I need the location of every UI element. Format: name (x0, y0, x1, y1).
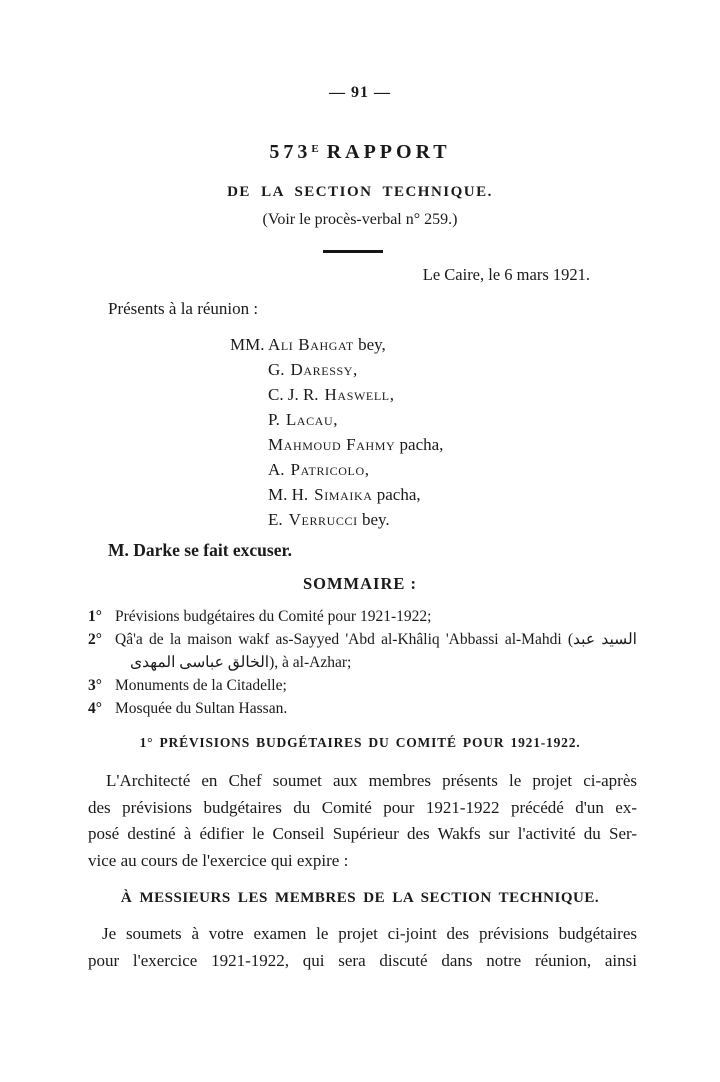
address-heading: À MESSIEURS LES MEMBRES DE LA SECTION TECHNIQUE. (120, 890, 600, 906)
sommaire-item-number: 2° (88, 631, 102, 648)
paragraph-line: posé destiné à édifier le Conseil Supérieur des Wakfs sur l'activité du Ser- (88, 824, 637, 843)
paragraph-line: L'Architecté en Chef soumet aux membres présents le projet ci-après (106, 771, 637, 790)
presents-label: Présents à la réunion : (108, 299, 259, 318)
attendee-leader: MM. (230, 335, 265, 354)
attendees-list (230, 332, 443, 532)
paragraph-line: des prévisions budgétaires du Comité pour 1921-1922 précédé d'un ex- (88, 797, 637, 817)
attendee-line (230, 357, 443, 382)
attendee-initials: P. (268, 410, 280, 429)
attendee-initials: A. (268, 460, 285, 479)
attendee-name: Mahmoud Fahmy (268, 435, 396, 454)
attendee-name: Verrucci (288, 510, 358, 529)
sommaire-item-text: Monuments de la Citadelle; (115, 677, 287, 694)
attendee-name: Lacau (285, 410, 334, 429)
sommaire-item-line (88, 628, 637, 651)
attendee-line (230, 457, 443, 482)
attendee-suffix: , (353, 360, 358, 379)
sommaire-item-line (88, 697, 637, 720)
report-number: 573 (269, 141, 312, 163)
attendee-line (230, 407, 443, 432)
attendee-suffix: pacha, (372, 485, 421, 504)
dateline: Le Caire, le 6 mars 1921. (422, 265, 590, 284)
sommaire-list (88, 605, 637, 720)
attendee-suffix: bey. (357, 510, 390, 529)
attendee-line (230, 507, 443, 532)
paragraph-address-body (88, 921, 637, 974)
separator-rule (323, 250, 383, 253)
paragraph-line: vice au cours de l'exercice qui expire : (88, 850, 349, 870)
sommaire-item-line (88, 651, 637, 674)
paragraph-line: Je soumets à votre examen le projet ci-joint des prévisions budgétaires (102, 924, 637, 943)
paragraph-line: pour l'exercice 1921-1922, qui sera discuté dans notre réunion, ainsi (88, 950, 637, 970)
sommaire-item-number: 1° (88, 608, 102, 625)
attendee-initials: C. J. R. (268, 385, 319, 404)
attendee-name: Patricolo (290, 460, 365, 479)
attendee-line (230, 332, 443, 357)
excused-note: M. Darke se fait excuser. (108, 540, 293, 560)
proces-verbal-reference: (Voir le procès-verbal n° 259.) (262, 211, 458, 228)
sommaire-item-line (88, 674, 637, 697)
attendee-name: Daressy (290, 360, 354, 379)
sommaire-item-line (88, 605, 637, 628)
attendee-initials: M. H. (268, 485, 309, 504)
sommaire-item-number: 4° (88, 700, 102, 717)
attendee-suffix: pacha, (395, 435, 444, 454)
attendee-name: Haswell (324, 385, 390, 404)
section-1-heading: 1° PRÉVISIONS BUDGÉTAIRES DU COMITÉ POUR 1921-1922. (139, 735, 581, 750)
attendee-name: Ali Bahgat (268, 335, 354, 354)
sommaire-item-text: الخالق عباسى المهدى), à al-Azhar; (130, 654, 352, 671)
attendee-suffix: bey, (353, 335, 386, 354)
sommaire-item-text: Mosquée du Sultan Hassan. (115, 700, 288, 717)
attendee-suffix: , (364, 460, 369, 479)
report-ordinal: E (311, 143, 319, 155)
report-title (85, 141, 635, 164)
sommaire-item-text: Qâ'a de la maison wakf as-Sayyed 'Abd al-Khâliq 'Abbassi al-Mahdi (السيد عبد (115, 631, 637, 648)
sommaire-item-text: Prévisions budgétaires du Comité pour 1921-1922; (115, 608, 432, 625)
attendee-initials: G. (268, 360, 285, 379)
report-subtitle: DE LA SECTION TECHNIQUE. (227, 184, 493, 200)
attendee-line (230, 482, 443, 507)
page-number: — 91 — (329, 84, 391, 101)
attendee-line (230, 382, 443, 407)
sommaire-item-number: 3° (88, 677, 102, 694)
paragraph-intro (88, 768, 637, 874)
attendee-suffix: , (389, 385, 394, 404)
attendee-name: Simaika (314, 485, 373, 504)
attendee-initials: E. (268, 510, 283, 529)
attendee-suffix: , (333, 410, 338, 429)
attendee-line (230, 432, 443, 457)
report-word: RAPPORT (326, 141, 451, 163)
sommaire-title: SOMMAIRE : (302, 574, 418, 593)
